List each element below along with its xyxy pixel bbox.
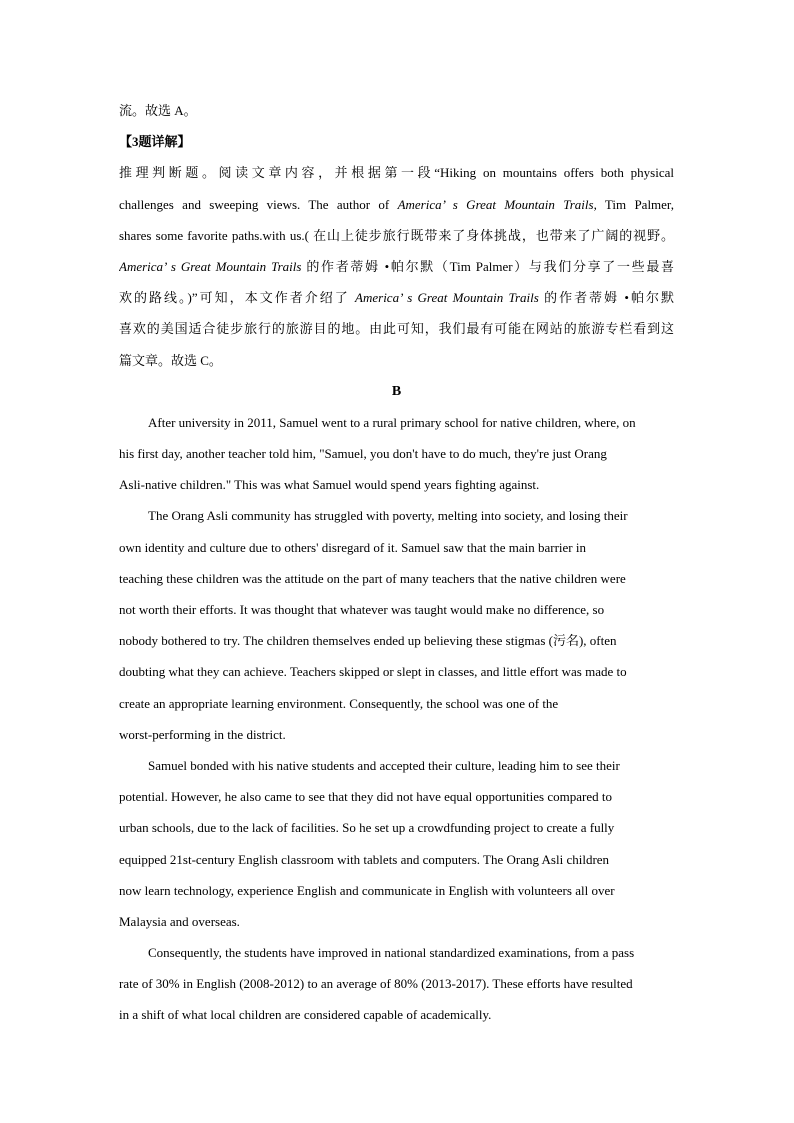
text-line (119, 282, 674, 313)
text-segment: 的作者蒂姆 •帕尔默（Tim Palmer）与我们分享了一些最喜 (301, 258, 674, 274)
text-line: worst-performing in the district. (119, 726, 286, 742)
text-line: 推理判断题。阅读文章内容，并根据第一段“Hiking on mountains offers both physical (119, 165, 674, 181)
text-line: nobody bothered to try. The children themselves ended up believing these stigmas (污名), often (119, 633, 617, 649)
q3-explanation (119, 157, 674, 375)
text-segment: Tim Palmer, (596, 196, 674, 212)
text-line: urban schools, due to the lack of facilities. So he set up a crowdfunding project to create a fully (119, 820, 615, 836)
passage-b-paragraph-2 (119, 500, 674, 750)
text-line: doubting what they can achieve. Teachers skipped or slept in classes, and little effort was made to (119, 664, 627, 680)
text-line: create an appropriate learning environment. Consequently, the school was one of the (119, 695, 559, 711)
passage-b-paragraph-4 (119, 937, 674, 1031)
text-line: Consequently, the students have improved in national standardized examinations, from a pass (148, 945, 635, 961)
text-line: in a shift of what local children are considered capable of academically. (119, 1007, 492, 1023)
text-line: teaching these children was the attitude on the part of many teachers that the native children were (119, 570, 626, 586)
passage-b-paragraph-1 (119, 407, 674, 501)
text-line (119, 189, 674, 220)
text-line: The Orang Asli community has struggled with poverty, melting into society, and losing their (148, 508, 628, 524)
text-line (119, 251, 674, 282)
continued-answer-line: 流。故选 A。 (119, 103, 197, 118)
document-page (119, 95, 674, 1031)
book-title: America’ s Great Mountain Trails (119, 258, 302, 274)
text-line: rate of 30% in English (2008-2012) to an average of 80% (2013-2017). These efforts have resulted (119, 976, 633, 992)
q3-heading: 【3题详解】 (119, 134, 191, 150)
text-line: 篇文章。故选 C。 (119, 352, 222, 368)
book-title: America’ s Great Mountain Trails (355, 290, 539, 306)
text-line: After university in 2011, Samuel went to a rural primary school for native children, where, on (148, 414, 636, 430)
text-line: Asli-native children." This was what Samuel would spend years fighting against. (119, 477, 540, 493)
text-line: not worth their efforts. It was thought that whatever was taught would make no difference, so (119, 602, 605, 617)
text-line: his first day, another teacher told him, "Samuel, you don't have to do much, they're just Orang (119, 446, 607, 462)
text-segment: 欢的路线。)”可知，本文作者介绍了 (119, 290, 356, 306)
text-line: 喜欢的美国适合徒步旅行的旅游目的地。由此可知，我们最有可能在网站的旅游专栏看到这 (119, 321, 674, 337)
text-line: own identity and culture due to others' disregard of it. Samuel saw that the main barrier in (119, 539, 586, 555)
text-line: Samuel bonded with his native students and accepted their culture, leading him to see their (148, 757, 620, 773)
text-line: shares some favorite paths.with us.( 在山上徒步旅行既带来了身体挑战，也带来了广阔的视野。 (119, 227, 674, 243)
text-segment: 的作者蒂姆 •帕尔默 (538, 290, 674, 306)
text-line: potential. However, he also came to see that they did not have equal opportunities compared to (119, 789, 612, 805)
text-line: Malaysia and overseas. (119, 913, 240, 929)
text-line: now learn technology, experience English and communicate in English with volunteers all over (119, 882, 615, 898)
passage-b-paragraph-3 (119, 750, 674, 937)
book-title: America’ s Great Mountain Trails, (397, 196, 597, 212)
passage-heading: B (391, 383, 402, 399)
text-line: equipped 21st-century English classroom with tablets and computers. The Orang Asli children (119, 851, 610, 867)
text-segment: challenges and sweeping views. The author of (119, 196, 398, 212)
